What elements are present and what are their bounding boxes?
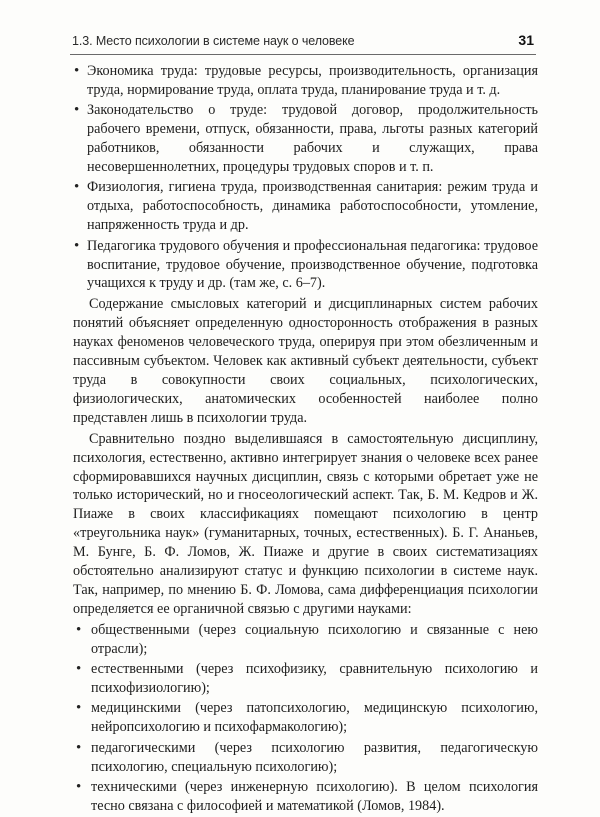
list-item: • естественными (через психофизику, сравнительную психологию и психофизиологию); xyxy=(73,660,538,698)
list-item: • Законодательство о труде: трудовой договор, продолжительность рабочего времени, отпуск, обязанности, права, льготы разных категорий работников, обязанности рабочих и служащих, права несовершеннолетних, процедуры трудовых споров и т. п. xyxy=(73,101,538,177)
list-item: • педагогическими (через психологию развития, педагогическую психологию, специальную психологию); xyxy=(73,739,538,777)
paragraph: Содержание смысловых категорий и дисциплинарных систем рабочих понятий объясняет определенную односторонность отображения в разных науках феноменов человеческого труда, оперируя при этом обезличенным и пассивным субъектом. Человек как активный субъект деятельности, субъект труда в совокупности своих социальных, психологических, физиологических, анатомических особенностей наиболее полно представлен лишь в психологии труда. xyxy=(73,296,538,426)
list-item: • общественными (через социальную психологию и связанные с нею отрасли); xyxy=(73,621,538,659)
sciences-list xyxy=(73,621,538,816)
list-item: • Педагогика трудового обучения и профессиональная педагогика: трудовое воспитание, трудовое обучение, производственное обучение, подготовка учащихся к труду и др. (там же, с. 6–7). xyxy=(73,237,538,294)
list-item: • медицинскими (через патопсихологию, медицинскую психологию, нейропсихологию и психофармакологию); xyxy=(73,699,538,737)
running-header xyxy=(70,32,536,55)
page-number: 31 xyxy=(518,32,534,48)
section-title: 1.3. Место психологии в системе наук о человеке xyxy=(72,34,355,48)
disciplines-list xyxy=(73,62,538,293)
page-body xyxy=(73,62,538,817)
list-item: • Физиология, гигиена труда, производственная санитария: режим труда и отдыха, работоспособность, динамика работоспособности, утомление, напряженность труда и др. xyxy=(73,178,538,235)
list-item: • Экономика труда: трудовые ресурсы, производительность, организация труда, нормирование труда, оплата труда, планирование труда и т. д. xyxy=(73,62,538,100)
paragraph: Сравнительно поздно выделившаяся в самостоятельную дисциплину, психология, естественно, активно интегрирует знания о человеке всех ранее сформировавшихся научных дисциплин, связь с которыми обретает уже не только исторический, но и гносеологический аспект. Так, Б. М. Кедров и Ж. Пиаже в своих классификациях помещают психологию в центр «треугольника наук» (гуманитарных, точных, естественных). Б. Г. Ананьев, М. Бунге, Б. Ф. Ломов, Ж. Пиаже и другие в своих систематизациях обстоятельно анализируют статус и функцию психологии в системе наук. Так, например, по мнению Б. Ф. Ломова, сама дифференциация психологии определяется ее органичной связью с другими науками: xyxy=(73,430,538,617)
list-item: • техническими (через инженерную психологию). В целом психология тесно связана с философией и математикой (Ломов, 1984). xyxy=(73,778,538,816)
